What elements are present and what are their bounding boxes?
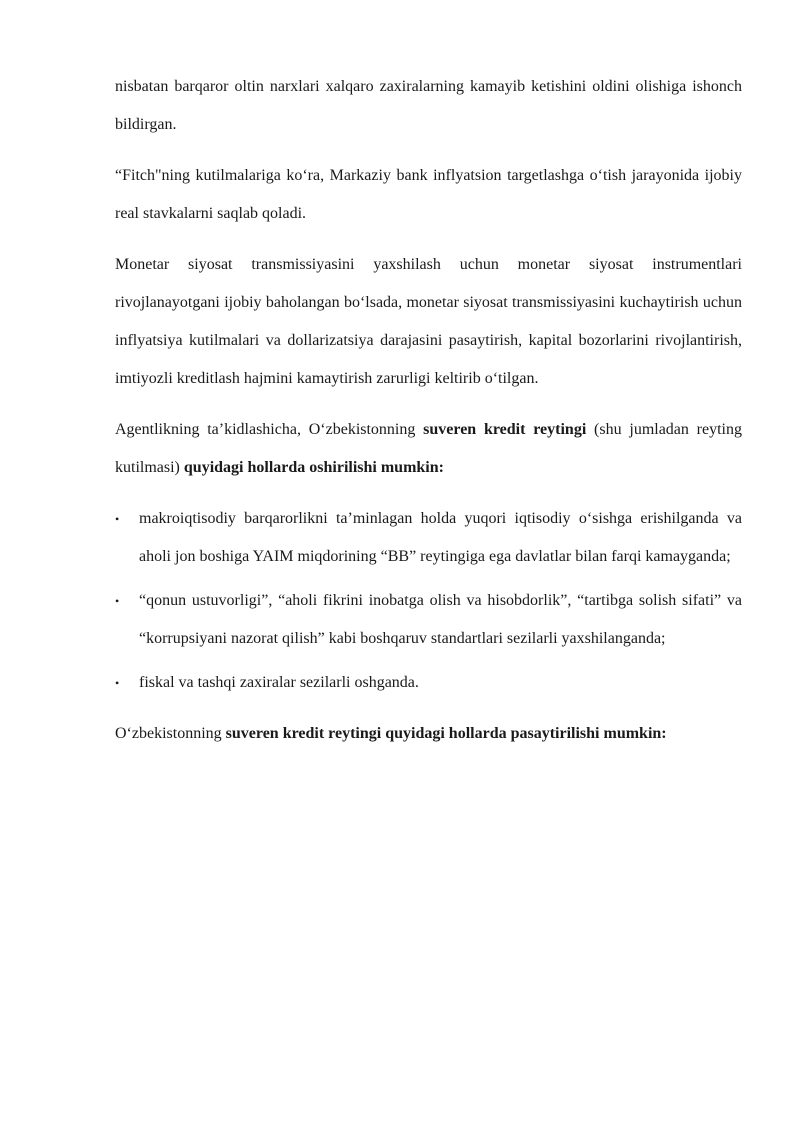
list-item <box>115 500 742 576</box>
list-item-text: fiskal va tashqi zaxiralar sezilarli oshganda. <box>139 674 419 691</box>
text-segment: (shu jumladan reyting kutilmasi) <box>115 421 742 476</box>
text-segment: Agentlikning ta’kidlashicha, O‘zbekistonning <box>115 421 424 438</box>
paragraph-rating-upgrade <box>115 411 742 487</box>
bold-text-downgrade-conditions: suveren kredit reytingi quyidagi hollarda pasaytirilishi mumkin: <box>225 725 667 742</box>
bold-text-sovereign-rating: suveren kredit reytingi <box>423 421 587 438</box>
upgrade-conditions-list <box>115 500 742 702</box>
bullet-icon: • <box>115 594 120 608</box>
paragraph-fitch-expectations: “Fitch"ning kutilmalariga ko‘ra, Markaziy bank inflyatsion targetlashga o‘tish jarayonida ijobiy real stavkalarni saqlab qoladi. <box>115 167 742 222</box>
list-item-text: “qonun ustuvorligi”, “aholi fikrini inobatga olish va hisobdorlik”, “tartibga solish sifati” va “korrupsiyani nazorat qilish” kabi boshqaruv standartlari sezilarli yaxshilanganda; <box>139 592 742 647</box>
text-segment: O‘zbekistonning <box>115 725 226 742</box>
bullet-icon: • <box>115 676 120 690</box>
list-item-text: makroiqtisodiy barqarorlikni ta’minlagan holda yuqori iqtisodiy o‘sishga erishilganda va aholi jon boshiga YAIM miqdorining “BB” reytingiga ega davlatlar bilan farqi kamayganda; <box>139 510 742 565</box>
list-item <box>115 582 742 658</box>
list-item <box>115 664 742 702</box>
paragraph-rating-downgrade <box>115 715 742 753</box>
bullet-icon: • <box>115 512 120 526</box>
bold-text-upgrade-conditions: quyidagi hollarda oshirilishi mumkin: <box>183 459 444 476</box>
document-page <box>115 68 742 766</box>
paragraph-gold-prices: nisbatan barqaror oltin narxlari xalqaro zaxiralarning kamayib ketishini oldini olishiga ishonch bildirgan. <box>115 78 742 133</box>
paragraph-monetary-policy: Monetar siyosat transmissiyasini yaxshilash uchun monetar siyosat instrumentlari rivojlanayotgani ijobiy baholangan bo‘lsada, monetar siyosat transmissiyasini kuchaytirish uchun inflyatsiya kutilmalari va dollarizatsiya darajasini pasaytirish, kapital bozorlarini rivojlantirish, imtiyozli kreditlash hajmini kamaytirish zarurligi keltirib o‘tilgan. <box>115 256 742 387</box>
